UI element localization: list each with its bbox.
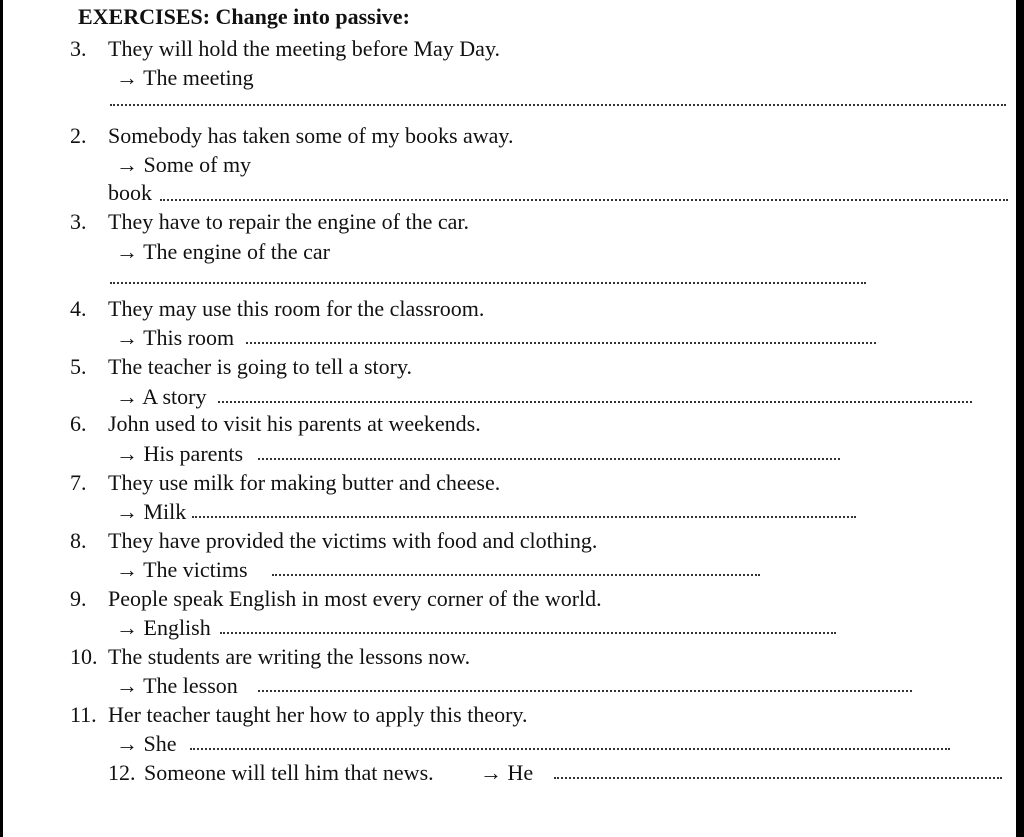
exercise-number: 10. — [70, 644, 98, 669]
exercise-sentence: Her teacher taught her how to apply this theory. — [108, 702, 528, 727]
exercise-number: 3. — [70, 209, 87, 234]
answer-prompt: → The lesson — [116, 673, 238, 698]
exercise-sentence: John used to visit his parents at weekends. — [108, 411, 481, 436]
answer-blank[interactable] — [246, 342, 876, 344]
answer-blank[interactable] — [272, 574, 760, 576]
exercise-sentence: They have to repair the engine of the car. — [108, 209, 470, 234]
answer-prompt: → The meeting — [116, 65, 254, 90]
answer-blank[interactable] — [110, 104, 1006, 106]
answer-prompt: → He — [480, 760, 534, 785]
answer-prompt: → English — [116, 615, 211, 640]
answer-prompt: → Some of my — [116, 152, 252, 177]
answer-prompt-continued: book — [108, 180, 152, 205]
exercise-sentence: They will hold the meeting before May Day. — [108, 36, 501, 61]
exercise-number: 12. — [108, 760, 136, 785]
exercise-sentence: Someone will tell him that news. — [144, 760, 434, 785]
exercise-sentence: They use milk for making butter and cheese. — [108, 470, 501, 495]
exercise-sentence: People speak English in most every corner of the world. — [108, 586, 602, 611]
exercise-number: 4. — [70, 296, 87, 321]
answer-blank[interactable] — [258, 458, 840, 460]
exercise-number: 3. — [70, 36, 87, 61]
answer-prompt: → This room — [116, 325, 235, 350]
answer-blank[interactable] — [190, 748, 950, 750]
exercise-sentence: The teacher is going to tell a story. — [108, 354, 413, 379]
answer-blank[interactable] — [218, 401, 972, 403]
answer-blank[interactable] — [110, 282, 866, 284]
exercise-number: 8. — [70, 528, 87, 553]
page-title: EXERCISES: Change into passive: — [78, 4, 410, 29]
answer-prompt: → She — [116, 731, 177, 756]
answer-blank[interactable] — [160, 199, 1008, 201]
exercise-sentence: The students are writing the lessons now. — [108, 644, 471, 669]
exercise-sentence: They may use this room for the classroom. — [108, 296, 485, 321]
exercise-number: 9. — [70, 586, 87, 611]
answer-prompt: → The victims — [116, 557, 248, 582]
answer-prompt: → His parents — [116, 441, 244, 466]
exercise-number: 5. — [70, 354, 87, 379]
answer-blank[interactable] — [192, 516, 856, 518]
answer-blank[interactable] — [258, 690, 912, 692]
answer-prompt: → Milk — [116, 499, 187, 524]
answer-blank[interactable] — [554, 777, 1002, 779]
exercise-number: 7. — [70, 470, 87, 495]
answer-prompt: → The engine of the car — [116, 239, 331, 264]
exercise-sentence: They have provided the victims with food and clothing. — [108, 528, 598, 553]
exercise-number: 2. — [70, 123, 87, 148]
answer-prompt: → A story — [116, 384, 207, 409]
exercise-number: 6. — [70, 411, 87, 436]
exercise-sentence: Somebody has taken some of my books away. — [108, 123, 514, 148]
answer-blank[interactable] — [220, 632, 836, 634]
exercise-number: 11. — [70, 702, 97, 727]
